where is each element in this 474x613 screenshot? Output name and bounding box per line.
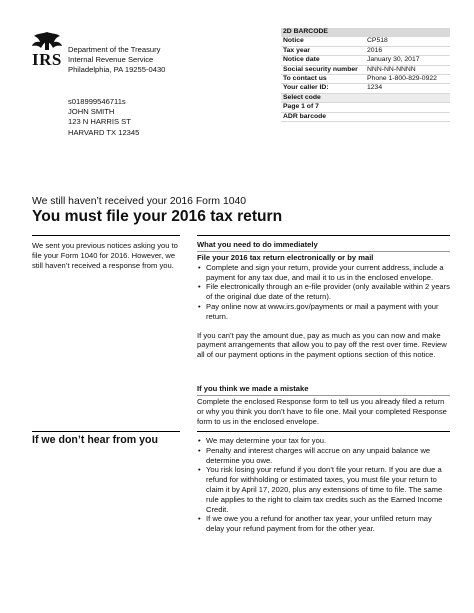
notice-info-label: 2D BARCODE <box>281 28 365 37</box>
list-item: • If we owe you a refund for another tax year, your unfiled return may delay your refund payment from for the other year. <box>206 514 450 534</box>
recipient-address <box>68 97 139 138</box>
divider-mistake <box>197 395 450 396</box>
file-return-list <box>197 263 450 322</box>
agency-address <box>68 45 165 76</box>
immediate-heading: What you need to do immediately <box>197 240 318 249</box>
notice-info-value: 2016 <box>367 46 383 54</box>
list-item: • File electronically through an e-file provider (only available within 2 years of the original due date of the return). <box>206 282 450 302</box>
recipient-line: HARVARD TX 12345 <box>68 127 140 137</box>
list-item: • You risk losing your refund if you don’t file your return. If you are due a refund for withholding or estimated taxes, you must file your return to claim it by April 17, 2020, plus any extensions of time to file. The same rule applies to the right to claim tax credits such as the Earned Income Credit. <box>206 465 450 514</box>
irs-logo-text: IRS <box>32 50 62 69</box>
no-response-block <box>197 436 450 534</box>
divider-left-top <box>32 235 180 236</box>
mistake-heading <box>197 384 450 394</box>
list-item: • Pay online now at www.irs.gov/payments or mail a payment with your return. <box>206 302 450 322</box>
notice-info-row <box>281 28 450 37</box>
notice-info-row <box>281 103 450 112</box>
notice-info-label: Notice <box>283 37 304 45</box>
notice-info-label: ADR barcode <box>283 112 327 120</box>
payment-paragraph: If you can’t pay the amount due, pay as much as you can now and make payment arrangements that allow you to pay off the rest over time. Review all of our payment options in the payment options section of this notice. <box>197 330 447 360</box>
notice-info-row <box>281 46 450 55</box>
notice-info-label: Notice date <box>283 56 320 64</box>
notice-info-value <box>365 28 450 37</box>
notice-info-value <box>365 103 450 112</box>
notice-info-label: Page 1 of 7 <box>283 103 319 111</box>
notice-info-value: Phone 1-800-829-0922 <box>367 75 437 83</box>
notice-info-value: NNN-NN-NNNN <box>367 65 416 73</box>
notice-info-value <box>365 112 450 121</box>
notice-info-row <box>281 37 450 46</box>
notice-info-label: Social security number <box>283 65 358 73</box>
notice-info-row <box>281 84 450 93</box>
recipient-line: JOHN SMITH <box>68 107 115 117</box>
divider-right-top <box>197 235 450 236</box>
notice-info-label: Your caller ID: <box>283 84 329 92</box>
notice-info-row <box>281 93 450 102</box>
mistake-heading-text: If you think we made a mistake <box>197 384 309 393</box>
notice-title: You must file your 2016 tax return <box>32 208 283 225</box>
notice-info-row <box>281 56 450 65</box>
list-item: • Complete and sign your return, provide your current address, include a payment for any tax due, and mail it to us in the enclosed envelope. <box>206 263 450 283</box>
notice-subtitle: We still haven’t received your 2016 Form 1040 <box>32 196 247 207</box>
notice-info-row <box>281 75 450 84</box>
file-return-block <box>197 253 450 360</box>
agency-line: Internal Revenue Service <box>68 55 154 65</box>
no-response-list <box>197 436 450 534</box>
previous-notices-text: We sent you previous notices asking you to file your Form 1040 for 2016. However, we still haven’t received a response from you. <box>32 241 178 270</box>
divider-left-bottom <box>32 431 180 432</box>
no-response-heading: If we don’t hear from you <box>32 434 158 446</box>
notice-info-table <box>281 28 450 122</box>
mistake-text: Complete the enclosed Response form to tell us you already filed a return or why you think you don’t have to file one. Mail your completed Response form to us in the enclosed envelope. <box>197 397 447 426</box>
notice-info-value <box>365 93 450 102</box>
immediate-actions <box>197 240 450 250</box>
list-item: • Penalty and interest charges will accrue on any unpaid balance we determine you owe. <box>206 446 450 466</box>
notice-info-value: 1234 <box>367 84 383 92</box>
notice-info-value: January 30, 2017 <box>367 56 420 64</box>
notice-info-label: To contact us <box>283 75 327 83</box>
divider-immediate <box>197 251 450 252</box>
notice-info-row <box>281 65 450 74</box>
divider-right-bottom <box>197 431 450 432</box>
file-return-subheading: File your 2016 tax return electronically or by mail <box>197 253 374 262</box>
recipient-line: s018999546711s <box>68 97 126 106</box>
notice-info-value: CP518 <box>367 37 388 45</box>
notice-info-row <box>281 112 450 121</box>
agency-line: Philadelphia, PA 19255-0430 <box>68 65 166 75</box>
notice-info-label: Tax year <box>283 46 311 54</box>
notice-info-label: Select code <box>281 93 365 102</box>
recipient-line: 123 N HARRIS ST <box>68 117 131 127</box>
list-item: • We may determine your tax for you. <box>206 436 450 446</box>
agency-line: Department of the Treasury <box>68 45 161 54</box>
